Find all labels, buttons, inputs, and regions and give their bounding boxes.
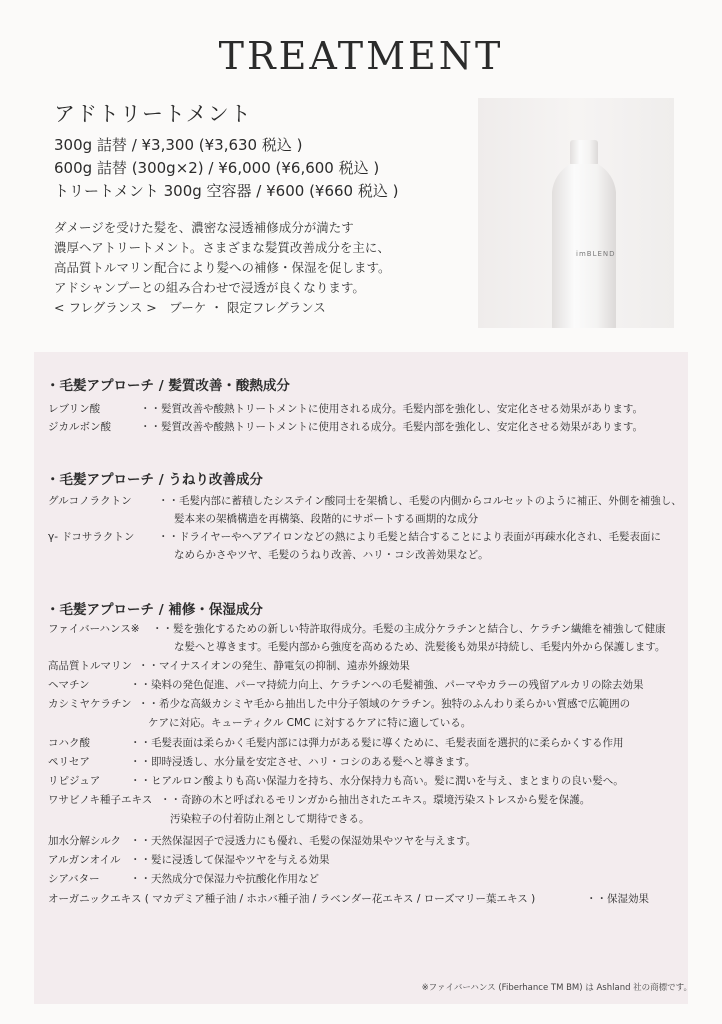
ingredient-name: ファイバーハンス※	[48, 623, 140, 635]
ingredient-name: レブリン酸	[48, 403, 101, 415]
ingredient-name: ワサビノキ種子エキス	[48, 794, 153, 806]
ingredient-row	[34, 832, 688, 850]
ingredient-row	[34, 492, 688, 510]
ingredient-text: ・・天然成分で保湿力や抗酸化作用など	[130, 873, 319, 885]
ingredient-text: ・・染料の発色促進、パーマ持続力向上、ケラチンへの毛髪補強、パーマやカラーの残留アルカリの除去効果	[130, 679, 644, 691]
ingredient-text: ・・即時浸透し、水分量を安定させ、ハリ・コシのある髪へと導きます。	[130, 756, 476, 768]
section-heading: ・毛髪アプローチ / 髪質改善・酸熱成分	[46, 378, 290, 394]
ingredient-row	[34, 870, 688, 888]
ingredient-row	[34, 695, 688, 713]
ingredient-text: な髪へと導きます。毛髪内部から強度を高めるため、洗髪後も効果が持続し、毛髪内外から保護します。	[174, 641, 666, 653]
description-line: 高品質トルマリン配合により髪への補修・保湿を促します。	[54, 260, 391, 275]
ingredient-name: ペリセア	[48, 756, 90, 768]
ingredient-text: ・・髪に浸透して保湿やツヤを与える効果	[130, 854, 330, 866]
bottle-label: imBLEND	[576, 250, 616, 258]
ingredient-text: 髪本来の架橋構造を再構築、段階的にサポートする画期的な成分	[174, 513, 479, 525]
ingredient-row	[34, 657, 688, 675]
description-line: ダメージを受けた髪を、濃密な浸透補修成分が満たす	[54, 220, 354, 235]
ingredient-row	[34, 772, 688, 790]
price-line: 300g 詰替 / ¥3,300 (¥3,630 税込 )	[54, 136, 303, 154]
page-title: TREATMENT	[218, 34, 504, 78]
ingredient-row	[34, 890, 688, 908]
ingredient-name: リピジュア	[48, 775, 101, 787]
ingredient-row	[34, 528, 688, 546]
ingredient-text: ・・髪質改善や酸熱トリートメントに使用される成分。毛髪内部を強化し、安定化させる効果があります。	[140, 403, 644, 415]
ingredient-name: ヘマチン	[48, 679, 90, 691]
ingredient-text: ・・ドライヤーやヘアアイロンなどの熱により毛髪と結合することにより表面が再疎水化され、毛髪表面に	[158, 531, 662, 543]
ingredient-row	[34, 418, 688, 436]
product-description	[54, 218, 391, 318]
description-line: アドシャンプーとの組み合わせで浸透が良くなります。	[54, 280, 365, 295]
ingredient-text: ・・保湿効果	[586, 893, 649, 905]
ingredient-name: ジカルボン酸	[48, 421, 111, 433]
product-photo	[478, 98, 674, 328]
price-line: トリートメント 300g 空容器 / ¥600 (¥660 税込 )	[54, 182, 399, 200]
ingredient-text: ・・希少な高級カシミヤ毛から抽出した中分子領域のケラチン。独特のふんわり柔らかい質感で広範囲の	[138, 698, 631, 710]
ingredient-name: カシミヤケラチン	[48, 698, 132, 710]
ingredient-name: 高品質トルマリン	[48, 660, 132, 672]
ingredient-row	[34, 791, 688, 809]
ingredient-text: ・・奇跡の木と呼ばれるモリンガから抽出されたエキス。環境汚染ストレスから髪を保護。	[160, 794, 591, 806]
ingredient-text: ・・毛髪表面は柔らかく毛髪内部には弾力がある髪に導くために、毛髪表面を選択的に柔らかくする作用	[130, 737, 624, 749]
description-line: 濃厚ヘアトリートメント。さまざまな髪質改善成分を主に、	[54, 240, 390, 255]
ingredient-text: ・・髪質改善や酸熱トリートメントに使用される成分。毛髪内部を強化し、安定化させる効果があります。	[140, 421, 644, 433]
ingredient-name: グルコノラクトン	[48, 495, 132, 507]
ingredient-row	[34, 400, 688, 418]
ingredient-text: ・・天然保湿因子で浸透力にも優れ、毛髪の保湿効果やツヤを与えます。	[130, 835, 477, 847]
ingredient-row	[34, 676, 688, 694]
trademark-footnote: ※ファイバーハンス (Fiberhance TM BM) は Ashland 社の商標です。	[421, 983, 692, 993]
section-heading: ・毛髪アプローチ / 補修・保湿成分	[46, 602, 263, 618]
ingredient-row	[34, 734, 688, 752]
ingredients-panel	[34, 352, 688, 1004]
price-line: 600g 詰替 (300g×2) / ¥6,000 (¥6,600 税込 )	[54, 159, 380, 177]
ingredient-name: 加水分解シルク	[48, 835, 122, 847]
section-heading: ・毛髪アプローチ / うねり改善成分	[46, 472, 263, 488]
bottle-image	[540, 140, 628, 328]
ingredient-row	[34, 714, 688, 732]
price-list	[54, 134, 399, 203]
ingredient-text: ・・毛髪内部に蓄積したシステイン酸同士を架橋し、毛髪の内側からコルセットのように補正、外側を補強し、	[158, 495, 682, 507]
ingredient-row	[34, 620, 688, 638]
ingredient-text: ケアに対応。キューティクル CMC に対するケアに特に適している。	[148, 717, 472, 729]
ingredient-name: コハク酸	[48, 737, 90, 749]
ingredient-name: シアバター	[48, 873, 100, 885]
ingredient-text: 汚染粒子の付着防止剤として期待できる。	[170, 813, 370, 825]
ingredient-row	[34, 510, 688, 528]
ingredient-row	[34, 638, 688, 656]
ingredient-text: ・・マイナスイオンの発生、静電気の抑制、遠赤外線効果	[138, 660, 410, 672]
ingredient-text: ・・ヒアルロン酸よりも高い保湿力を持ち、水分保持力も高い。髪に潤いを与え、まとまりの良い髪へ。	[130, 775, 624, 787]
ingredient-name: γ- ドコサラクトン	[48, 531, 135, 543]
ingredient-row	[34, 851, 688, 869]
ingredient-row	[34, 753, 688, 771]
ingredient-row	[34, 810, 688, 828]
ingredient-text: ・・髪を強化するための新しい特許取得成分。毛髪の主成分ケラチンと結合し、ケラチン繊維を補強して健康	[152, 623, 666, 635]
ingredient-text: なめらかさやツヤ、毛髪のうねり改善、ハリ・コシ改善効果など。	[174, 549, 489, 561]
ingredient-name: オーガニックエキス ( マカデミア種子油 / ホホバ種子油 / ラベンダー花エキス / ローズマリー葉エキス )	[48, 893, 536, 905]
ingredient-name: アルガンオイル	[48, 854, 121, 866]
ingredient-row	[34, 546, 688, 564]
product-name: アドトリートメント	[54, 102, 252, 126]
fragrance-line: < フレグランス > ブーケ ・ 限定フレグランス	[54, 300, 326, 315]
